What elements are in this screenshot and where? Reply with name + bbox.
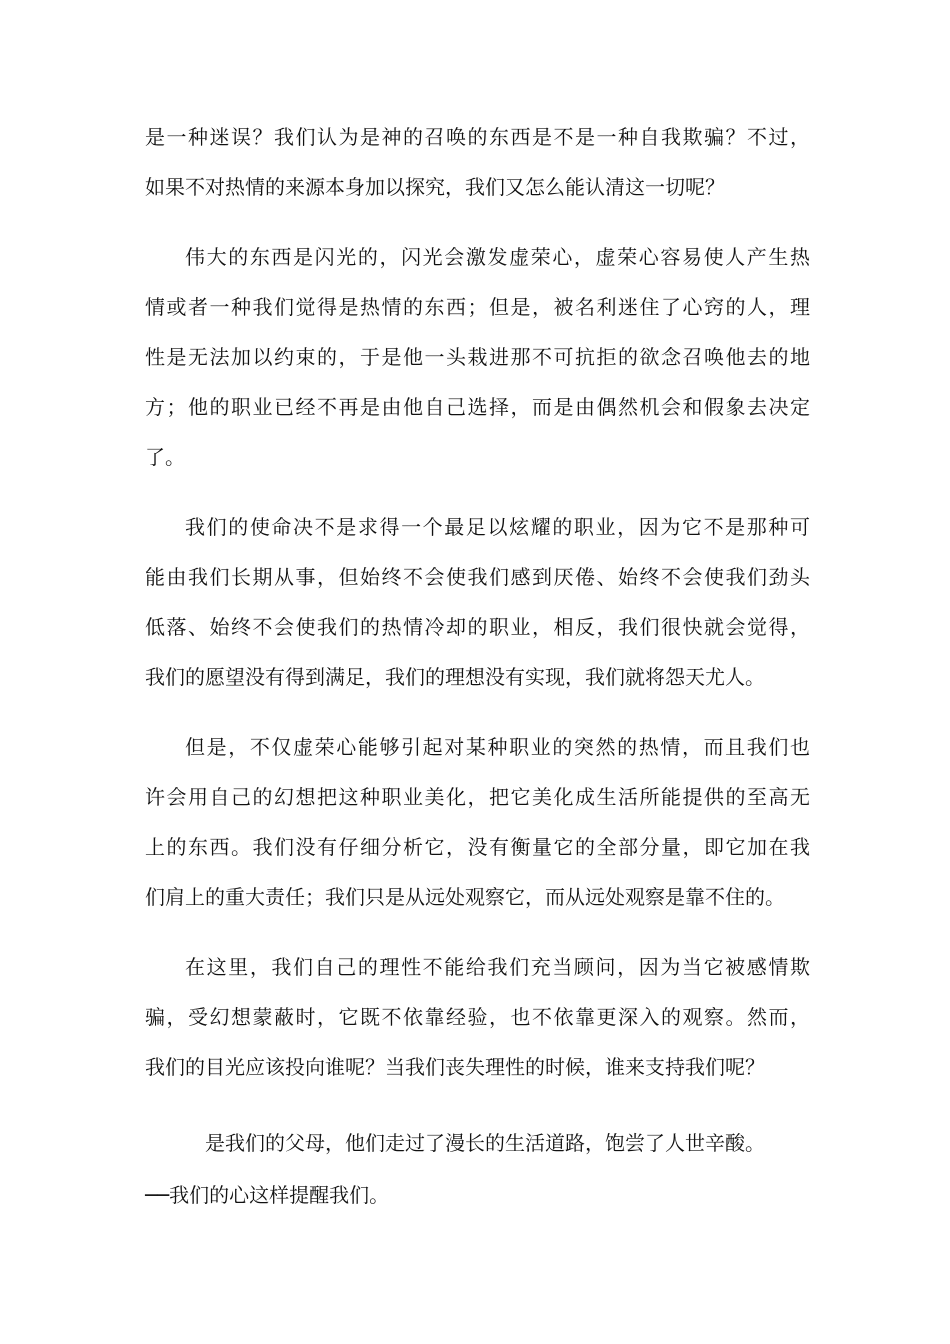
text-line: 骗，受幻想蒙蔽时，它既不依靠经验，也不依靠更深入的观察。然而， [145, 1005, 810, 1029]
text-line: 上的东西。我们没有仔细分析它，没有衡量它的全部分量，即它加在我 [145, 835, 810, 859]
text-line: 我们的使命决不是求得一个最足以炫耀的职业，因为它不是那种可 [185, 515, 810, 539]
text-line: 能由我们长期从事，但始终不会使我们感到厌倦、始终不会使我们劲头 [145, 565, 810, 589]
text-line: 是我们的父母，他们走过了漫长的生活道路，饱尝了人世辛酸。 [205, 1131, 765, 1155]
text-line: 伟大的东西是闪光的，闪光会激发虚荣心，虚荣心容易使人产生热 [185, 245, 810, 269]
text-line: 性是无法加以约束的，于是他一头栽进那不可抗拒的欲念召唤他去的地 [145, 345, 810, 369]
text-line: 在这里，我们自己的理性不能给我们充当顾问，因为当它被感情欺 [185, 955, 810, 979]
text-line: 了。 [145, 445, 185, 469]
text-line: 方；他的职业已经不再是由他自己选择，而是由偶然机会和假象去决定 [145, 395, 810, 419]
text-line: 低落、始终不会使我们的热情冷却的职业，相反，我们很快就会觉得， [145, 615, 810, 639]
text-line: 情或者一种我们觉得是热情的东西；但是，被名利迷住了心窍的人，理 [145, 295, 810, 319]
text-line: 我们的愿望没有得到满足，我们的理想没有实现，我们就将怨天尤人。 [145, 665, 765, 689]
text-line: 我们的目光应该投向谁呢？当我们丧失理性的时候，谁来支持我们呢？ [145, 1055, 765, 1079]
text-line: 许会用自己的幻想把这种职业美化，把它美化成生活所能提供的至高无 [145, 785, 810, 809]
text-line: ──我们的心这样提醒我们。 [145, 1183, 390, 1207]
text-line: 是一种迷误？我们认为是神的召唤的东西是不是一种自我欺骗？不过， [145, 125, 810, 149]
text-line: 但是，不仅虚荣心能够引起对某种职业的突然的热情，而且我们也 [185, 735, 810, 759]
text-line: 们肩上的重大责任；我们只是从远处观察它，而从远处观察是靠不住的。 [145, 885, 785, 909]
text-line: 如果不对热情的来源本身加以探究，我们又怎么能认清这一切呢？ [145, 175, 725, 199]
